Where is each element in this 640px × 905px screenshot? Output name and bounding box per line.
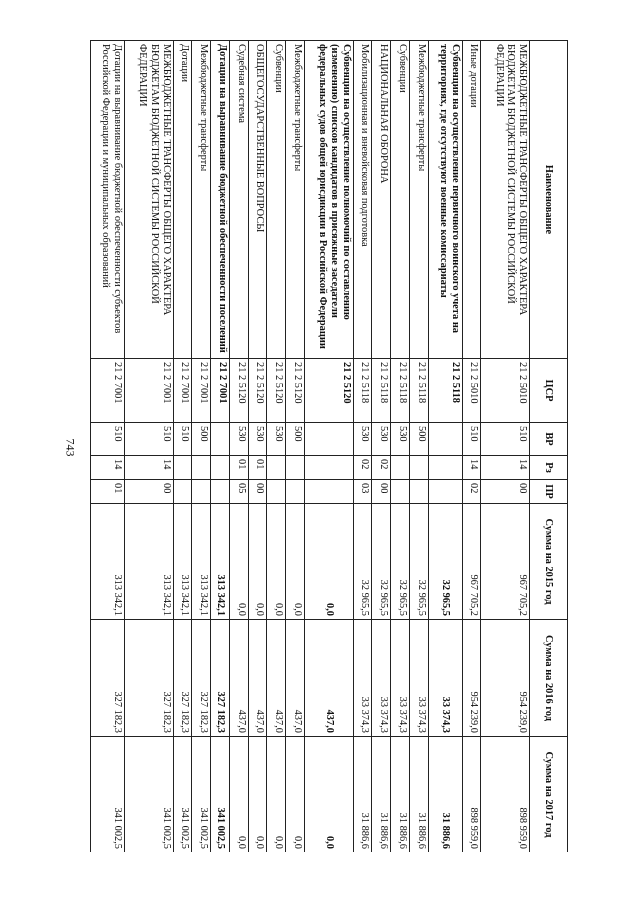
cell-2017: 0,0 [305,737,354,853]
table-row [267,41,286,853]
cell-vr: 510 [462,423,481,456]
cell-rz [305,456,354,480]
cell-pr [192,480,211,504]
table-row [372,41,391,853]
cell-pr [410,480,429,504]
cell-name: Иные дотации [462,41,481,359]
cell-2015: 0,0 [267,504,286,620]
table-row [481,41,530,853]
cell-2017: 0,0 [267,737,286,853]
cell-2015: 32 965,5 [410,504,429,620]
cell-2017: 898 959,0 [462,737,481,853]
cell-2017: 0,0 [286,737,305,853]
cell-vr: 530 [248,423,267,456]
cell-csr: 21 2 7001 [173,359,192,423]
cell-name: МЕЖБЮДЖЕТНЫЕ ТРАНСФЕРТЫ ОБЩЕГО ХАРАКТЕРА БЮДЖЕТАМ БЮДЖЕТНОЙ СИСТЕМЫ РОССИЙСКОЙ ФЕДЕРАЦИИ [124,41,173,359]
cell-2017: 341 002,5 [173,737,192,853]
cell-vr: 530 [267,423,286,456]
cell-2016: 954 239,0 [462,620,481,737]
cell-2016: 327 182,3 [124,620,173,737]
cell-csr: 21 2 7001 [124,359,173,423]
header-name: Наименование [530,41,568,359]
cell-pr [173,480,192,504]
cell-2015: 313 342,1 [124,504,173,620]
cell-name: Субвенции [267,41,286,359]
table-row [211,41,230,853]
cell-rz [192,456,211,480]
page-number: 743 [63,438,78,457]
cell-csr: 21 2 5120 [305,359,354,423]
cell-pr: 00 [481,480,530,504]
cell-2015: 0,0 [248,504,267,620]
header-2015: Сумма на 2015 год [530,504,568,620]
rotated-table-wrapper [90,40,568,852]
cell-pr: 01 [91,480,125,504]
cell-name: Дотации на выравнивание бюджетной обеспеченности поселений [211,41,230,359]
table-row [391,41,410,853]
cell-2015: 313 342,1 [192,504,211,620]
cell-vr: 510 [173,423,192,456]
table-row [124,41,173,853]
cell-2017: 31 886,6 [372,737,391,853]
cell-pr: 05 [229,480,248,504]
cell-pr [428,480,462,504]
cell-csr: 21 2 5118 [428,359,462,423]
table-row [410,41,429,853]
table-row [248,41,267,853]
header-2016: Сумма на 2016 год [530,620,568,737]
table-header-row [530,41,568,853]
cell-vr [211,423,230,456]
cell-vr [305,423,354,456]
cell-pr: 03 [353,480,372,504]
cell-2017: 31 886,6 [428,737,462,853]
cell-rz: 14 [481,456,530,480]
cell-name: Межбюджетные трансферты [286,41,305,359]
cell-2015: 0,0 [286,504,305,620]
cell-pr: 00 [372,480,391,504]
header-vr: ВР [530,423,568,456]
cell-name: Субвенции [391,41,410,359]
cell-pr [267,480,286,504]
cell-rz [173,456,192,480]
header-pr: ПР [530,480,568,504]
cell-2016: 437,0 [286,620,305,737]
cell-2017: 0,0 [248,737,267,853]
cell-csr: 21 2 5120 [267,359,286,423]
cell-rz: 02 [353,456,372,480]
cell-pr [286,480,305,504]
cell-2017: 341 002,5 [211,737,230,853]
cell-csr: 21 2 7001 [91,359,125,423]
table-row [192,41,211,853]
cell-vr: 530 [372,423,391,456]
table-row [462,41,481,853]
table-row [91,41,125,853]
cell-name: Дотации [173,41,192,359]
cell-csr: 21 2 7001 [192,359,211,423]
cell-name: Судебная система [229,41,248,359]
cell-2016: 327 182,3 [211,620,230,737]
cell-vr [428,423,462,456]
table-row [305,41,354,853]
cell-2016: 327 182,3 [173,620,192,737]
cell-2015: 313 342,1 [173,504,192,620]
cell-name: Межбюджетные трансферты [410,41,429,359]
header-csr: ЦСР [530,359,568,423]
cell-rz [286,456,305,480]
header-rz: Рз [530,456,568,480]
table-row [353,41,372,853]
cell-2016: 327 182,3 [192,620,211,737]
cell-csr: 21 2 5010 [462,359,481,423]
cell-2017: 341 002,5 [124,737,173,853]
cell-rz: 14 [91,456,125,480]
cell-pr: 02 [462,480,481,504]
cell-2016: 437,0 [248,620,267,737]
cell-2015: 967 705,2 [481,504,530,620]
cell-vr: 500 [286,423,305,456]
cell-name: ОБЩЕГОСУДАРСТВЕННЫЕ ВОПРОСЫ [248,41,267,359]
cell-2016: 33 374,3 [372,620,391,737]
cell-2015: 313 342,1 [211,504,230,620]
cell-2016: 33 374,3 [391,620,410,737]
cell-pr [305,480,354,504]
cell-name: Мобилизационная и вневойсковая подготовка [353,41,372,359]
cell-2016: 437,0 [267,620,286,737]
table-row [428,41,462,853]
cell-2017: 31 886,6 [353,737,372,853]
cell-2015: 313 342,1 [91,504,125,620]
cell-name: МЕЖБЮДЖЕТНЫЕ ТРАНСФЕРТЫ ОБЩЕГО ХАРАКТЕРА БЮДЖЕТАМ БЮДЖЕТНОЙ СИСТЕМЫ РОССИЙСКОЙ ФЕДЕРАЦИИ [481,41,530,359]
cell-vr: 530 [353,423,372,456]
cell-csr: 21 2 5120 [248,359,267,423]
cell-csr: 21 2 5120 [286,359,305,423]
cell-2016: 437,0 [229,620,248,737]
table-row [286,41,305,853]
cell-csr: 21 2 5120 [229,359,248,423]
cell-2016: 954 239,0 [481,620,530,737]
cell-csr: 21 2 5118 [410,359,429,423]
cell-vr: 510 [481,423,530,456]
cell-2015: 0,0 [305,504,354,620]
cell-2015: 32 965,5 [391,504,410,620]
cell-2016: 33 374,3 [353,620,372,737]
cell-rz [410,456,429,480]
cell-2017: 31 886,6 [391,737,410,853]
cell-2015: 0,0 [229,504,248,620]
cell-2015: 967 705,2 [462,504,481,620]
table-container [90,40,568,852]
cell-csr: 21 2 5010 [481,359,530,423]
cell-vr: 500 [192,423,211,456]
cell-rz: 14 [462,456,481,480]
cell-name: Дотации на выравнивание бюджетной обеспеченности субъектов Российской Федерации и муниципальных образований [91,41,125,359]
cell-2017: 341 002,5 [91,737,125,853]
header-2017: Сумма на 2017 год [530,737,568,853]
cell-csr: 21 2 7001 [211,359,230,423]
cell-rz: 01 [229,456,248,480]
cell-2017: 31 886,6 [410,737,429,853]
cell-pr [391,480,410,504]
cell-2016: 437,0 [305,620,354,737]
cell-name: НАЦИОНАЛЬНАЯ ОБОРОНА [372,41,391,359]
cell-2015: 32 965,5 [428,504,462,620]
cell-2016: 327 182,3 [91,620,125,737]
cell-vr: 530 [229,423,248,456]
cell-2015: 32 965,5 [353,504,372,620]
cell-2016: 33 374,3 [428,620,462,737]
cell-2017: 0,0 [229,737,248,853]
cell-pr: 00 [248,480,267,504]
cell-vr: 510 [91,423,125,456]
cell-name: Субвенции на осуществление полномочий по составлению (изменению) списков кандидатов в присяжные заседатели федеральных судов общей юрисдикции в Российской Федерации [305,41,354,359]
cell-rz: 02 [372,456,391,480]
cell-csr: 21 2 5118 [372,359,391,423]
cell-csr: 21 2 5118 [391,359,410,423]
cell-csr: 21 2 5118 [353,359,372,423]
cell-2015: 32 965,5 [372,504,391,620]
budget-table [90,40,568,852]
cell-vr: 500 [410,423,429,456]
cell-pr: 00 [124,480,173,504]
cell-2017: 898 959,0 [481,737,530,853]
cell-2016: 33 374,3 [410,620,429,737]
cell-name: Межбюджетные трансферты [192,41,211,359]
cell-rz: 14 [124,456,173,480]
cell-pr [211,480,230,504]
cell-rz [211,456,230,480]
cell-rz [391,456,410,480]
cell-rz [267,456,286,480]
cell-2017: 341 002,5 [192,737,211,853]
cell-vr: 530 [391,423,410,456]
table-row [229,41,248,853]
cell-name: Субвенции на осуществление первичного воинского учета на территориях, где отсутствуют военные комиссариаты [428,41,462,359]
cell-rz: 01 [248,456,267,480]
cell-rz [428,456,462,480]
cell-vr: 510 [124,423,173,456]
table-row [173,41,192,853]
